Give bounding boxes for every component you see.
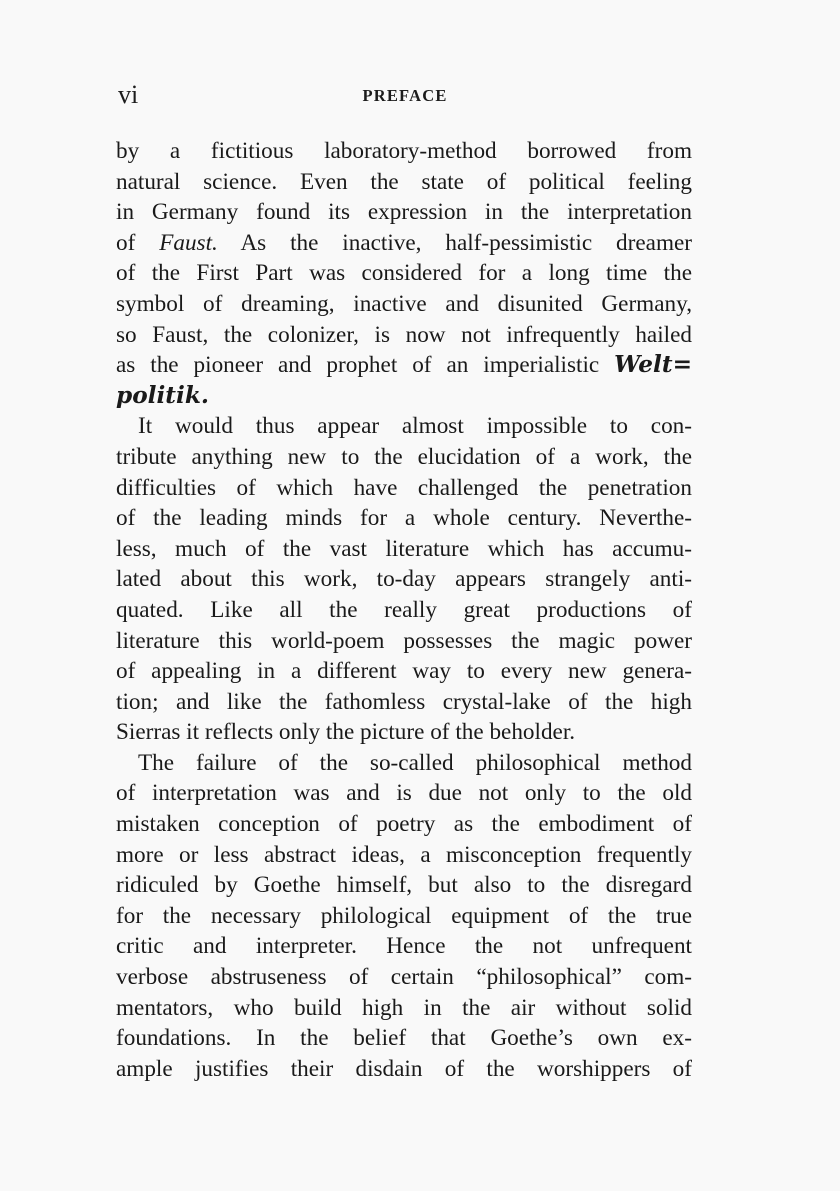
text-line: literature this world-poem possesses the magic power — [116, 627, 692, 654]
paragraph-1 — [116, 136, 692, 411]
text-run: as the pioneer and prophet of an imperialistic — [116, 352, 600, 379]
text-line: so Faust, the colonizer, is now not infrequently hailed — [116, 321, 692, 348]
text-line — [116, 228, 692, 259]
running-head-title: PREFACE — [362, 86, 448, 105]
italic-title-faust: Faust. — [159, 229, 218, 256]
fraktur-word: politik. — [116, 381, 209, 409]
page-number: vi — [118, 80, 139, 109]
paragraph-3 — [116, 748, 692, 1085]
text-line: for the necessary philological equipment of the true — [116, 902, 692, 929]
text-line: lated about this work, to-day appears strangely anti- — [116, 566, 692, 593]
text-run: As the inactive, half-pessimistic dreamer — [240, 229, 692, 256]
text-line: mistaken conception of poetry as the embodiment of — [116, 811, 692, 838]
text-line: quated. Like all the really great productions of — [116, 596, 692, 623]
text-line: less, much of the vast literature which has accumu- — [116, 535, 692, 562]
text-line — [116, 350, 692, 381]
text-line: of the First Part was considered for a long time the — [116, 260, 692, 287]
text-line: of interpretation was and is due not only to the old — [116, 780, 692, 807]
text-line: tion; and like the fathomless crystal-lake of the high — [116, 688, 692, 715]
text-line: natural science. Even the state of political feeling — [116, 168, 692, 195]
text-line: It would thus appear almost impossible to con- — [138, 413, 692, 440]
text-line: symbol of dreaming, inactive and disunited Germany, — [116, 290, 692, 317]
text-line: tribute anything new to the elucidation of a work, the — [116, 443, 692, 470]
text-line: Sierras it reflects only the picture of the beholder. — [116, 719, 576, 746]
text-line: ridiculed by Goethe himself, but also to the disregard — [116, 872, 692, 899]
text-run: of — [116, 229, 136, 256]
text-line: verbose abstruseness of certain “philosophical” com- — [116, 964, 692, 991]
text-line: more or less abstract ideas, a misconception frequently — [116, 841, 692, 868]
paragraph-2 — [116, 411, 692, 748]
text-line — [116, 381, 692, 412]
text-line: The failure of the so-called philosophical method — [138, 749, 692, 776]
text-line: of appealing in a different way to every new genera- — [116, 658, 692, 685]
text-line: mentators, who build high in the air without solid — [116, 994, 692, 1021]
text-line: critic and interpreter. Hence the not unfrequent — [116, 933, 692, 960]
text-line: ample justifies their disdain of the worshippers of — [116, 1055, 692, 1082]
fraktur-word: Welt= — [614, 351, 693, 379]
text-line: foundations. In the belief that Goethe’s own ex- — [116, 1025, 692, 1052]
text-line: in Germany found its expression in the interpretation — [116, 199, 692, 226]
text-line: by a fictitious laboratory-method borrowed from — [116, 138, 692, 164]
body-text — [116, 136, 692, 1084]
text-line: difficulties of which have challenged the penetration — [116, 474, 692, 501]
text-line: of the leading minds for a whole century. Neverthe- — [116, 505, 692, 532]
